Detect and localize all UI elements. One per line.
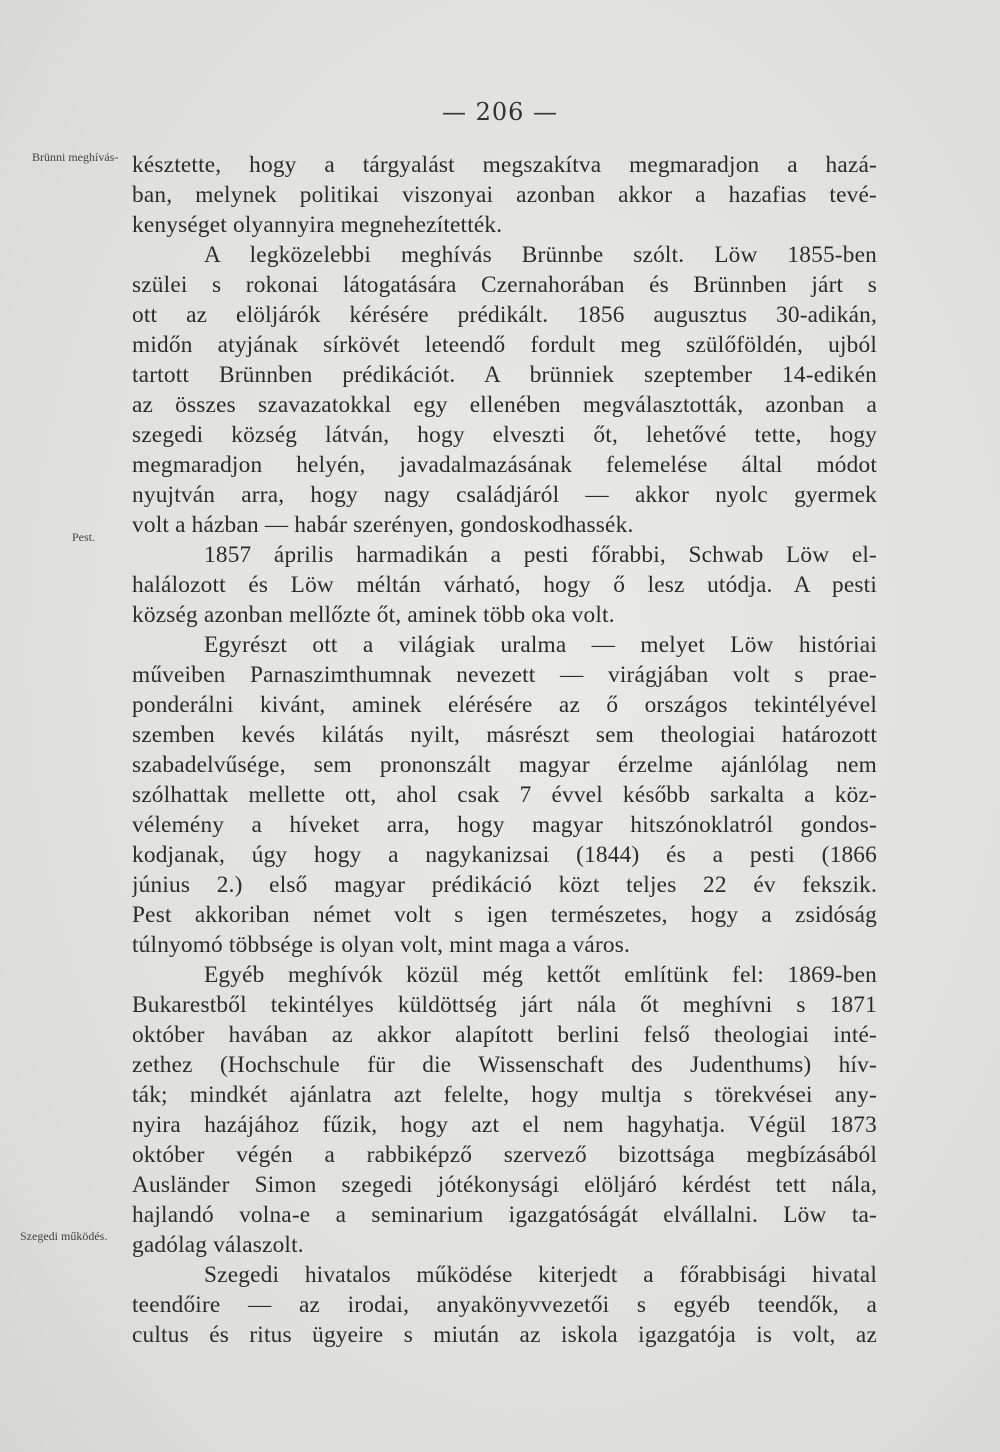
text-line: október havában az akkor alapított berlini felső theologiai inté- [132,1022,877,1048]
text-line: június 2.) első magyar prédikáció közt teljes 22 év fekszik. [132,872,877,898]
text-line: kenységet olyannyira megnehezítették. [132,212,503,238]
text-line: szegedi község látván, hogy elveszti őt, lehetővé tette, hogy [132,422,877,448]
margin-note-szeged: Szegedi működés. [20,1229,108,1243]
text-line: község azonban mellőzte őt, aminek több oka volt. [132,602,615,628]
text-line: Bukarestből tekintélyes küldöttség járt nála őt meghívni s 1871 [132,992,877,1018]
text-line: szabadelvűsége, sem prononszált magyar érzelme ajánlólag nem [132,752,877,778]
text-line: kodjanak, úgy hogy a nagykanizsai (1844) és a pesti (1866 [132,842,877,868]
text-line: gadólag válaszolt. [132,1232,304,1258]
text-line: teendőire — az irodai, anyakönyvvezetői s egyéb teendők, a [132,1292,877,1318]
text-line: nyira hazájához fűzik, hogy azt el nem hagyhatja. Végül 1873 [132,1112,877,1138]
text-line: nyujtván arra, hogy nagy családjáról — akkor nyolc gyermek [132,482,877,508]
text-line: szemben kevés kilátás nyilt, másrészt sem theologiai határozott [132,722,877,748]
text-line: tartott Brünnben prédikációt. A brünniek szeptember 14-edikén [132,362,877,388]
text-line: Egyrészt ott a világiak uralma — melyet Löw históriai [204,632,877,658]
margin-note-pest: Pest. [72,530,96,544]
text-line: Pest akkoriban német volt s igen természetes, hogy a zsidóság [132,902,877,928]
text-line: A legközelebbi meghívás Brünnbe szólt. Löw 1855-ben [204,242,877,268]
text-line: volt a házban — habár szerényen, gondoskodhassék. [132,512,634,538]
text-line: szólhattak mellette ott, ahol csak 7 évvel később sarkalta a köz- [132,782,877,808]
body-text [132,150,877,1350]
text-line: megmaradjon helyén, javadalmazásának felemelése által módot [132,452,877,478]
text-line: halálozott és Löw méltán várható, hogy ő lesz utódja. A pesti [132,572,877,598]
text-line: Ausländer Simon szegedi jótékonysági elöljáró kérdést tett nála, [132,1172,877,1198]
text-line: zethez (Hochschule für die Wissenschaft des Judenthums) hív- [132,1052,877,1078]
text-line: Egyéb meghívók közül még kettőt említünk fel: 1869-ben [204,962,877,988]
text-line: október végén a rabbiképző szervező bizottsága megbízásából [132,1142,877,1168]
text-line: ták; mindkét ajánlatra azt felelte, hogy multja s törekvései any- [132,1082,877,1108]
text-line: cultus és ritus ügyeire s miután az iskola igazgatója is volt, az [132,1322,877,1348]
text-line: ott az elöljárók kérésére prédikált. 1856 augusztus 30-adikán, [132,302,877,328]
page-number: — 206 — [441,98,559,126]
text-line: szülei s rokonai látogatására Czernahorában és Brünnben járt s [132,272,877,298]
text-line: késztette, hogy a tárgyalást megszakítva megmaradjon a hazá- [132,152,877,178]
margin-note-brunn: Brünni meghívás- [32,150,119,164]
text-line: túlnyomó többsége is olyan volt, mint maga a város. [132,932,631,958]
text-line: az összes szavazatokkal egy ellenében megválasztották, azonban a [132,392,877,418]
text-line: midőn atyjának sírkövét leteendő fordult meg szülőföldén, ujból [132,332,877,358]
text-line: hajlandó volna-e a seminarium igazgatóságát elvállalni. Löw ta- [132,1202,877,1228]
text-line: 1857 április harmadikán a pesti főrabbi, Schwab Löw el- [204,542,877,568]
text-line: ponderálni kivánt, aminek elérésére az ő országos tekintélyével [132,692,877,718]
text-line: vélemény a híveket arra, hogy magyar hitszónoklatról gondos- [132,812,877,838]
text-line: Szegedi hivatalos működése kiterjedt a főrabbisági hivatal [204,1262,877,1288]
text-line: ban, melynek politikai viszonyai azonban akkor a hazafias tevé- [132,182,877,208]
text-line: műveiben Parnaszimthumnak nevezett — virágjában volt s prae- [132,662,877,688]
